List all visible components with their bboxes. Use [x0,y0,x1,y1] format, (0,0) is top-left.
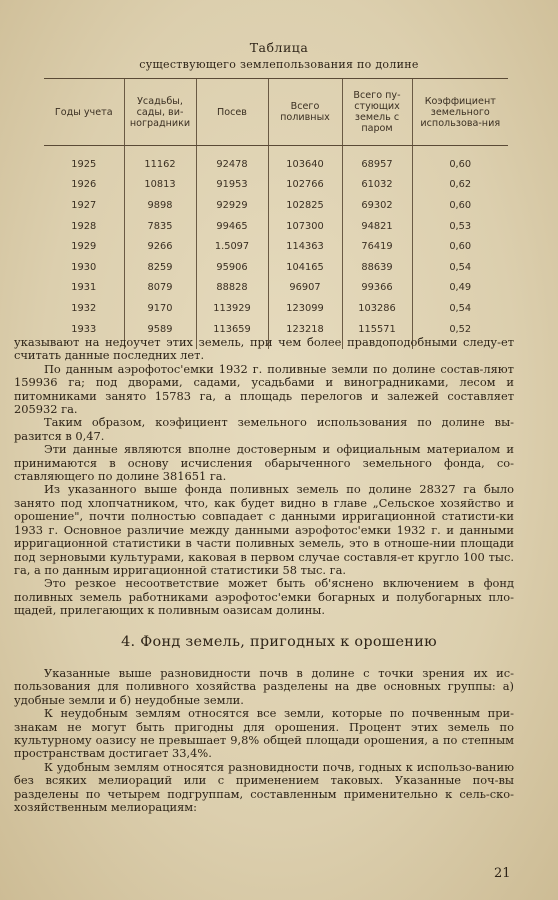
cell-total-irrigated: 123099 [268,298,342,319]
cell-coefficient: 0,52 [412,319,508,350]
table-row [44,195,508,216]
header-estates: Усадьбы, сады, ви-ноградники [124,79,196,146]
cell-coefficient: 0,53 [412,216,508,237]
cell-total-idle: 69302 [342,195,412,216]
paragraph: Указанные выше разновидности почв в долине с точки зрения их ис-пользования для поливного хозяйства разделены на две основных группы: а) удобные земли и б) неудобные земли. [14,665,514,707]
header-total-idle: Всего пу-стующих земель с паром [342,79,412,146]
cell-year: 1930 [71,261,97,273]
table-row [44,216,508,237]
cell-sowing: 95906 [196,257,268,278]
cell-sowing: 113659 [196,319,268,350]
table-row [44,298,508,319]
cell-estates: 10813 [124,175,196,196]
cell-year: 1928 [71,220,97,232]
table-row [44,146,508,175]
cell-total-irrigated: 102825 [268,195,342,216]
section-title: 4. Фонд земель, пригодных к орошению [121,633,437,650]
cell-coefficient: 0,60 [412,236,508,257]
cell-total-irrigated: 123218 [268,319,342,350]
cell-total-idle: 99366 [342,278,412,299]
cell-estates: 7835 [124,216,196,237]
cell-coefficient: 0,49 [412,278,508,299]
cell-total-irrigated: 96907 [268,278,342,299]
cell-coefficient: 0,60 [412,146,508,175]
cell-estates: 9170 [124,298,196,319]
cell-sowing: 91953 [196,175,268,196]
cell-year: 1932 [71,302,97,314]
cell-coefficient: 0,54 [412,257,508,278]
cell-year: 1926 [71,179,97,191]
table-caption-subtitle: существующего землепользования по долине [139,58,419,71]
header-year: Годы учета [44,79,124,146]
header-sowing: Посев [196,79,268,146]
cell-total-idle: 68957 [342,146,412,175]
cell-total-irrigated: 114363 [268,236,342,257]
paragraph: К удобным землям относятся разновидности почв, годных к использо-ванию без всяких мелиораций или с применением таковых. Указанные поч-вы разделены по четырем подгруппам, составленным применительно к сель-ско-хозяйственным мелиорациям: [14,759,514,814]
cell-estates: 8259 [124,257,196,278]
page-number: 21 [494,866,511,881]
cell-sowing: 88828 [196,278,268,299]
paragraph: Это резкое несоответствие может быть об'яснено включением в фонд поливных земель работниками аэрофотос'емки богарных и полубогарных пло-щадей, прилегающих к поливным оазисам долины. [14,576,514,618]
cell-total-idle: 115571 [342,319,412,350]
cell-sowing: 99465 [196,216,268,237]
cell-year: 1927 [71,199,97,211]
cell-year: 1931 [71,282,97,294]
paragraph: указывают на недоучет этих земель, при чем более правдоподобными следу-ет считать данные последних лет. [14,335,514,363]
cell-estates: 9898 [124,195,196,216]
paragraph: Таким образом, коэфициент земельного использования по долине вы-разится в 0,47. [14,415,514,443]
table-row [44,278,508,299]
cell-estates: 9589 [124,319,196,350]
cell-estates: 8079 [124,278,196,299]
paragraph: Эти данные являются вполне достоверным и официальным материалом и принимаются в основу исчисления обарыченного земельного фонда, со-ставляющего по долине 381651 га. [14,442,514,484]
cell-total-irrigated: 103640 [268,146,342,175]
cell-total-idle: 94821 [342,216,412,237]
paragraph: По данным аэрофотос'емки 1932 г. поливные земли по долине состав-ляют 159936 га; под дворами, садами, усадьбами и виноградниками, лесом и питомниками занято 15783 га, а площадь перелогов и залежей составляет 205932 га. [14,361,514,417]
table-row [44,257,508,278]
table-header-row [44,79,508,146]
cell-sowing: 92929 [196,195,268,216]
table-row [44,236,508,257]
paragraph: К неудобным землям относятся все земли, которые по почвенным при-знакам не могут быть пригодны для орошения. Процент этих земель по культурному оазису не превышает 9,8% общей площади орошения, а по степным пространствам достигает 33,4%. [14,706,514,761]
cell-total-irrigated: 104165 [268,257,342,278]
cell-year: 1925 [71,158,97,170]
cell-total-idle: 88639 [342,257,412,278]
cell-total-idle: 76419 [342,236,412,257]
cell-estates: 9266 [124,236,196,257]
table-row [44,175,508,196]
cell-sowing: 113929 [196,298,268,319]
cell-total-idle: 61032 [342,175,412,196]
table-caption-title: Таблица [249,40,309,55]
header-total-irrigated: Всего поливных [268,79,342,146]
cell-coefficient: 0,54 [412,298,508,319]
cell-total-irrigated: 107300 [268,216,342,237]
cell-sowing: 1.5097 [196,236,268,257]
header-coefficient: Коэффициент земельного использова-ния [412,79,508,146]
cell-coefficient: 0,62 [412,175,508,196]
cell-year: 1933 [71,323,97,335]
paragraph: Из указанного выше фонда поливных земель по долине 28327 га было занято под хлопчатником, что, как будет видно в главе „Сельское хозяйство и орошение", почти полностью совпадает с данными ирригационной статисти-ки 1933 г. Основное различие между данными аэрофотос'емки 1932 г. и данными ирригационной статистики в части поливных земель, это в отноше-нии площади под зерновыми культурами, каковая в первом случае составля-ет круглo 100 тыс. га, а по данным ирригационной статистики 58 тыс. га. [14,482,514,577]
body-text [14,336,514,814]
cell-sowing: 92478 [196,146,268,175]
cell-total-idle: 103286 [342,298,412,319]
cell-coefficient: 0,60 [412,195,508,216]
cell-year: 1929 [71,241,97,253]
land-use-table [44,78,508,349]
cell-estates: 11162 [124,146,196,175]
cell-total-irrigated: 102766 [268,175,342,196]
